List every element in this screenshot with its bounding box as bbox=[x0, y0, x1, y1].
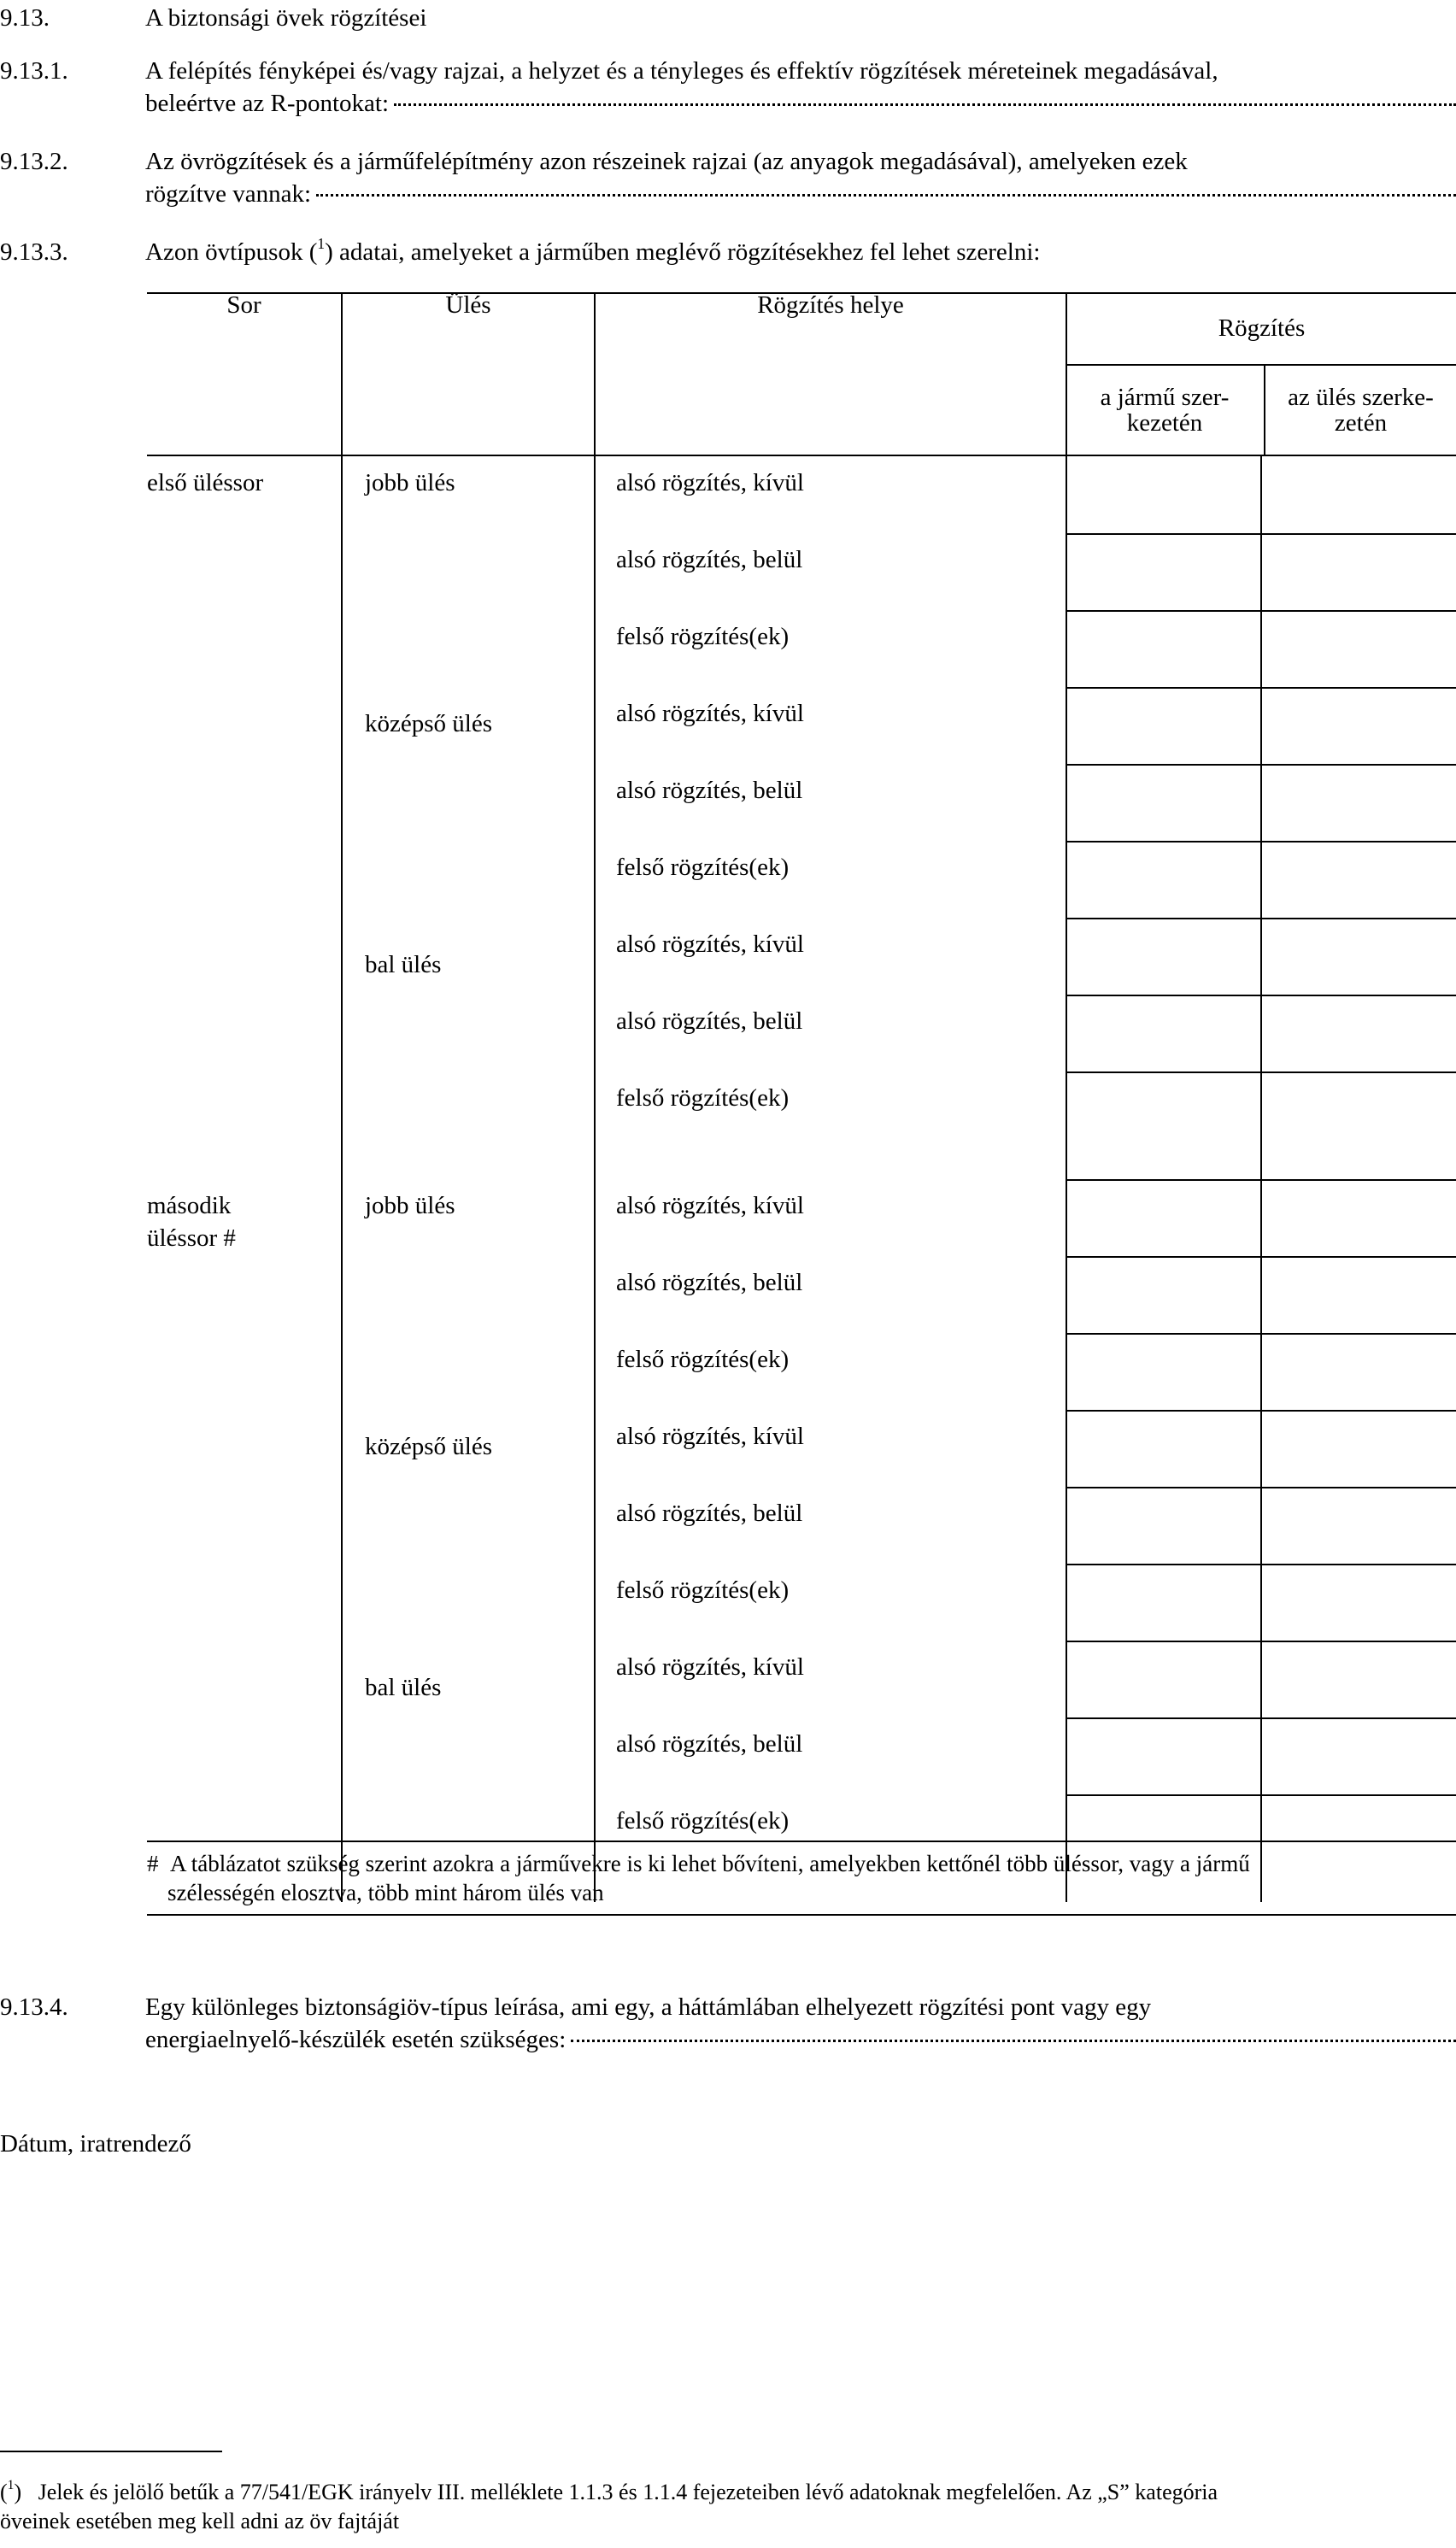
dotted-fill bbox=[394, 103, 1456, 106]
fill-box[interactable] bbox=[1067, 687, 1260, 764]
section-text bbox=[145, 236, 1456, 268]
table-grid bbox=[147, 292, 1456, 1902]
cell-vehicle-boxes bbox=[1066, 1179, 1261, 1902]
location-label: felső rögzítés(ek) bbox=[616, 1576, 790, 1604]
fill-box[interactable] bbox=[1067, 764, 1260, 841]
location-label: felső rögzítés(ek) bbox=[616, 854, 790, 881]
location-label: alsó rögzítés, kívül bbox=[616, 1653, 804, 1681]
text-line: rögzítve vannak: bbox=[145, 180, 312, 208]
date-label: Dátum, iratrendező bbox=[0, 2130, 191, 2158]
text-line: Az övrögzítések és a járműfelépítmény azon részeinek rajzai (az anyagok megadásával), amelyeken ezek bbox=[145, 148, 1188, 175]
table-note bbox=[147, 1849, 1456, 1907]
fill-line bbox=[145, 2023, 1456, 2056]
cell-locations bbox=[595, 1179, 1066, 1902]
seat-label: jobb ülés bbox=[365, 469, 455, 496]
header-rogzites-group bbox=[1066, 292, 1456, 455]
location-label: alsó rögzítés, belül bbox=[616, 1007, 803, 1035]
cell-ules bbox=[342, 455, 595, 1179]
cell-seat-boxes bbox=[1261, 1179, 1456, 1902]
fill-box[interactable] bbox=[1067, 1333, 1260, 1410]
footnote-text: Jelek és jelölő betűk a 77/541/EGK irányelv III. melléklete 1.1.3 és 1.1.4 fejezeteiben lévő adatoknak megfelelően. Az „S” kategória bbox=[38, 2480, 1218, 2504]
seat-label: jobb ülés bbox=[365, 1192, 455, 1219]
seat-label: bal ülés bbox=[365, 1674, 442, 1701]
location-label: alsó rögzítés, belül bbox=[616, 546, 803, 573]
location-label: alsó rögzítés, kívül bbox=[616, 700, 804, 727]
header-helye: Rögzítés helye bbox=[595, 292, 1066, 455]
fill-box[interactable] bbox=[1067, 1256, 1260, 1333]
footnote-ref: 1 bbox=[317, 235, 326, 253]
header-line: zetén bbox=[1334, 409, 1388, 437]
section-number: 9.13.4. bbox=[0, 1993, 68, 2021]
fill-box[interactable] bbox=[1262, 995, 1456, 1071]
location-label: alsó rögzítés, kívül bbox=[616, 1192, 804, 1219]
cell-locations bbox=[595, 455, 1066, 1179]
cell-sor bbox=[147, 455, 342, 1179]
fill-box[interactable] bbox=[1067, 1071, 1260, 1148]
seat-label: középső ülés bbox=[365, 1433, 492, 1460]
fill-box[interactable] bbox=[1067, 1179, 1260, 1256]
fill-box[interactable] bbox=[1262, 1487, 1456, 1564]
table-row-group-2 bbox=[147, 1179, 1456, 1902]
fill-box[interactable] bbox=[1067, 1564, 1260, 1641]
text-line: A felépítés fényképei és/vagy rajzai, a helyzet és a tényleges és effektív rögzítések méreteinek megadásával, bbox=[145, 57, 1218, 85]
fill-box[interactable] bbox=[1262, 456, 1456, 533]
note-text: A táblázatot szükség szerint azokra a járművekre is ki lehet bővíteni, amelyekben kettőnél több üléssor, vagy a jármű bbox=[170, 1851, 1250, 1876]
location-label: felső rögzítés(ek) bbox=[616, 623, 790, 650]
fill-box[interactable] bbox=[1067, 1717, 1260, 1794]
footnote-rule bbox=[0, 2451, 222, 2452]
sor-label: első üléssor bbox=[147, 469, 264, 496]
fill-box[interactable] bbox=[1262, 1717, 1456, 1794]
fill-box[interactable] bbox=[1262, 1333, 1456, 1410]
table-bottom-rule bbox=[147, 1841, 1456, 1842]
dotted-fill bbox=[316, 194, 1456, 197]
section-number: 9.13.2. bbox=[0, 148, 68, 175]
header-seat bbox=[1264, 366, 1456, 455]
text-part: ) adatai, amelyeket a járműben meglévő rögzítésekhez fel lehet szerelni: bbox=[325, 238, 1041, 266]
fill-box[interactable] bbox=[1067, 610, 1260, 687]
fill-box[interactable] bbox=[1262, 533, 1456, 610]
location-label: alsó rögzítés, belül bbox=[616, 1269, 803, 1296]
dotted-fill bbox=[571, 2040, 1456, 2042]
date-line bbox=[0, 2128, 1456, 2160]
fill-line bbox=[145, 87, 1456, 120]
header-rogzites: Rögzítés bbox=[1067, 292, 1456, 366]
note-mark: # bbox=[147, 1851, 159, 1876]
footnote: ($^1$) Jelek és jelölő betűk a 77/541/EGK irányelv III. melléklete 1.1.3 és 1.1.4 fejezeteiben lévő adatoknak megfelelően. Az „S” kategória öveinek esetében meg kell adni az öv fajtáját bbox=[0, 2478, 1456, 2536]
fill-line bbox=[145, 178, 1456, 210]
section-number: 9.13.1. bbox=[0, 57, 68, 85]
fill-box[interactable] bbox=[1067, 533, 1260, 610]
sor-label: üléssor # bbox=[147, 1224, 236, 1252]
text-part: Azon övtípusok ( bbox=[145, 238, 318, 266]
fill-box[interactable] bbox=[1067, 1641, 1260, 1717]
location-label: alsó rögzítés, belül bbox=[616, 1730, 803, 1758]
seat-label: bal ülés bbox=[365, 951, 442, 978]
seat-label: középső ülés bbox=[365, 710, 492, 737]
header-line: kezetén bbox=[1126, 409, 1203, 437]
location-label: felső rögzítés(ek) bbox=[616, 1807, 790, 1835]
section-text bbox=[145, 145, 1456, 210]
note-text: szélességén elosztva, több mint három ülés van bbox=[167, 1880, 604, 1905]
text-line: Egy különleges biztonságiöv-típus leírása, ami egy, a háttámlában elhelyezett rögzítési pont vagy egy bbox=[145, 1993, 1152, 2021]
fill-box[interactable] bbox=[1262, 1410, 1456, 1487]
note-bottom-rule bbox=[147, 1914, 1456, 1916]
fill-box[interactable] bbox=[1262, 1256, 1456, 1333]
location-label: felső rögzítés(ek) bbox=[616, 1346, 790, 1373]
section-text bbox=[145, 55, 1456, 120]
header-ules: Ülés bbox=[342, 292, 595, 455]
fill-box[interactable] bbox=[1262, 1071, 1456, 1148]
section-number: 9.13. bbox=[0, 4, 50, 32]
fill-box[interactable] bbox=[1262, 841, 1456, 918]
cell-vehicle-boxes bbox=[1066, 455, 1261, 1179]
fill-box[interactable] bbox=[1067, 1410, 1260, 1487]
location-label: alsó rögzítés, kívül bbox=[616, 469, 804, 496]
header-line: a jármű szer- bbox=[1100, 384, 1230, 411]
sor-label: második bbox=[147, 1192, 232, 1219]
text-line: energiaelnyelő-készülék esetén szükséges: bbox=[145, 2026, 567, 2053]
location-label: felső rögzítés(ek) bbox=[616, 1084, 790, 1112]
fill-box[interactable] bbox=[1067, 456, 1260, 533]
header-sor: Sor bbox=[147, 292, 342, 455]
header-line: az ülés szerke- bbox=[1288, 384, 1434, 411]
location-label: alsó rögzítés, kívül bbox=[616, 931, 804, 958]
footnote-mark: 1 bbox=[7, 2478, 15, 2493]
fill-box[interactable] bbox=[1262, 1179, 1456, 1256]
table-header-row bbox=[147, 292, 1456, 455]
fill-box[interactable] bbox=[1067, 918, 1260, 995]
section-text bbox=[145, 1991, 1456, 2056]
fill-box[interactable] bbox=[1067, 841, 1260, 918]
fill-box[interactable] bbox=[1262, 1564, 1456, 1641]
fill-box[interactable] bbox=[1262, 687, 1456, 764]
location-label: alsó rögzítés, belül bbox=[616, 1500, 803, 1527]
section-title: A biztonsági övek rögzítései bbox=[145, 4, 427, 32]
cell-ules bbox=[342, 1179, 595, 1902]
table-row-group-1 bbox=[147, 455, 1456, 1179]
fill-box[interactable] bbox=[1262, 764, 1456, 841]
footnote-text: öveinek esetében meg kell adni az öv fajtáját bbox=[0, 2509, 400, 2533]
fill-box[interactable] bbox=[1067, 1487, 1260, 1564]
cell-seat-boxes bbox=[1261, 455, 1456, 1179]
fill-box[interactable] bbox=[1262, 1641, 1456, 1717]
section-number: 9.13.3. bbox=[0, 238, 68, 266]
header-vehicle bbox=[1067, 366, 1262, 455]
text-line: beleértve az R-pontokat: bbox=[145, 90, 390, 117]
fill-box[interactable] bbox=[1262, 918, 1456, 995]
cell-sor bbox=[147, 1179, 342, 1902]
location-label: alsó rögzítés, kívül bbox=[616, 1423, 804, 1450]
fill-box[interactable] bbox=[1262, 610, 1456, 687]
fill-box[interactable] bbox=[1067, 995, 1260, 1071]
location-label: alsó rögzítés, belül bbox=[616, 777, 803, 804]
